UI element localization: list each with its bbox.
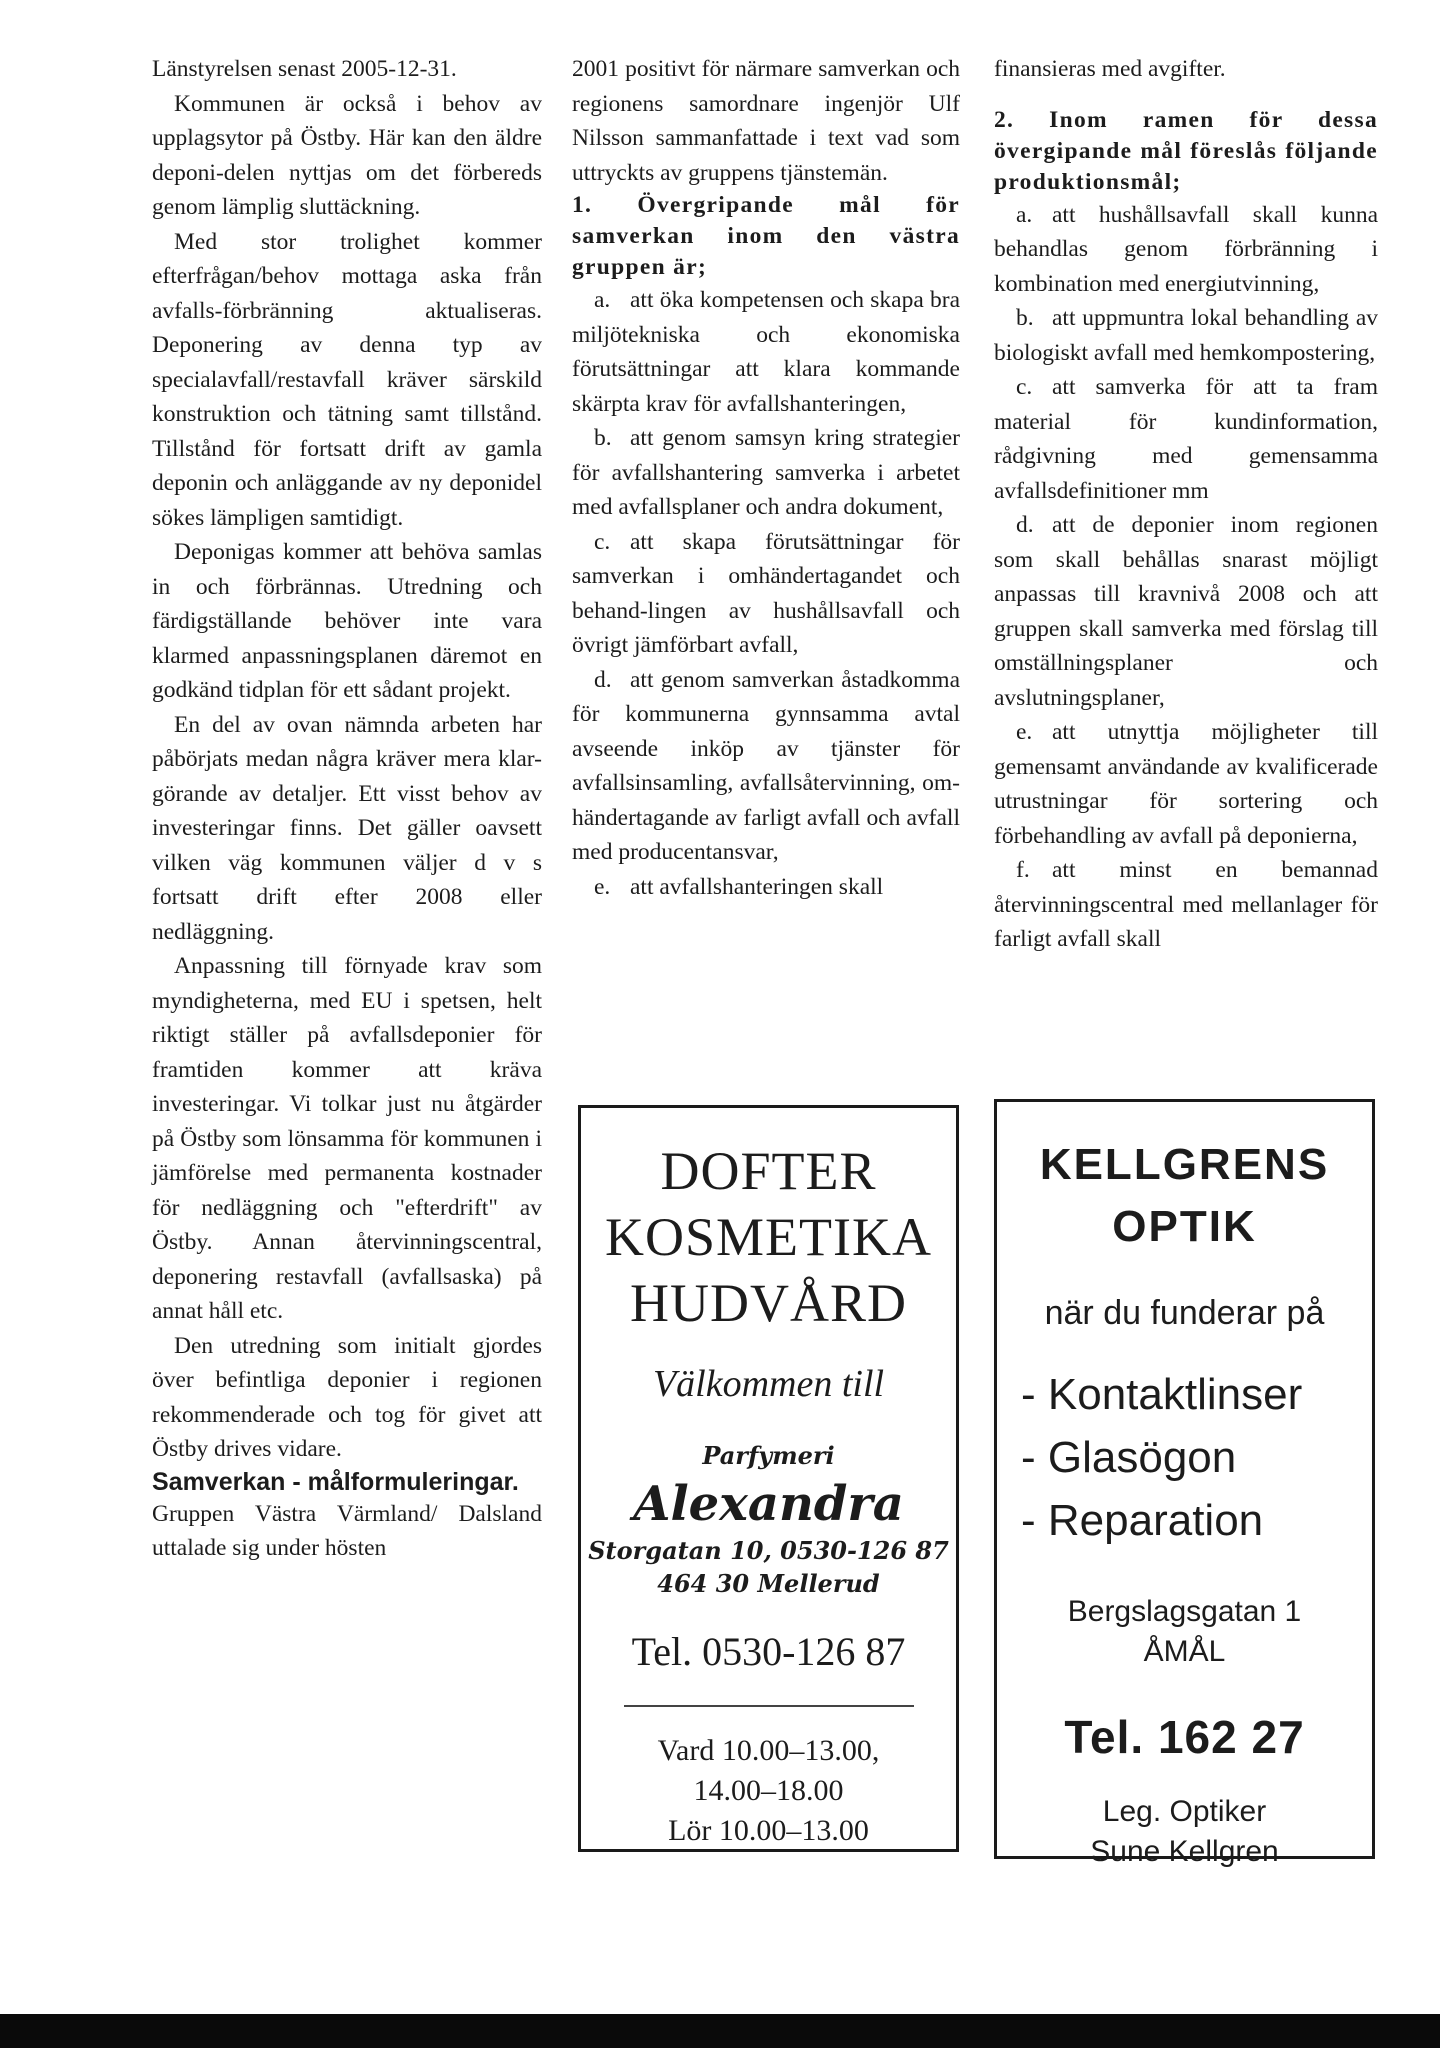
ad-headline-line: OPTIK bbox=[1112, 1202, 1257, 1251]
paragraph: Deponigas kommer att behöva samlas in och förbrännas. Utredning och färdigställande behöver inte vara klarmed anpassningsplanen däremot en godkänd tidplan för ett sådant projekt. bbox=[152, 539, 542, 703]
list-item-label: d. bbox=[1016, 512, 1034, 538]
ad-hours-line: Lör 10.00–13.00 bbox=[668, 1814, 869, 1847]
list-item-label: c. bbox=[594, 528, 611, 555]
paragraph: 2001 positivt för närmare samverkan och regionens samordnare ingenjör Ulf Nilsson sammanfattade i text vad som uttryckts av gruppens tjänstemän. bbox=[572, 56, 960, 186]
scan-edge-bar bbox=[0, 2014, 1440, 2048]
paragraph: Anpassning till förnyade krav som myndigheterna, med EU i spetsen, helt riktigt ställer på avfallsdeponier för framtiden kommer att kräva investeringar. Vi tolkar just nu åtgärder på Östby som lönsamma för kommunen i jämförelse med permanenta kostnader för nedläggning och "efterdrift" av Östby. Annan återvinningscentral, deponering restavfall (avfallsaska) på annat håll etc. bbox=[152, 953, 542, 1324]
list-item-label: a. bbox=[1016, 201, 1033, 228]
ad-headline bbox=[997, 1134, 1372, 1258]
ad-service-item: - Glasögon bbox=[1021, 1433, 1237, 1482]
paragraph: Gruppen Västra Värmland/ Dalsland uttalade sig under hösten bbox=[152, 1500, 542, 1561]
list-item bbox=[994, 301, 1378, 370]
ad-headline-line: KELLGRENS bbox=[1039, 1140, 1330, 1189]
list-item bbox=[572, 870, 960, 905]
list-item-text: att utnyttja möjligheter till gemensamt användande av kvalificerade utrustningar för sortering och förbehandling av avfall på deponierna, bbox=[994, 719, 1378, 849]
ad-opening-hours bbox=[581, 1731, 956, 1851]
article-column-1 bbox=[152, 52, 542, 1566]
list-item bbox=[572, 283, 960, 421]
ad-brand-prefix: Parfymeri bbox=[702, 1441, 835, 1470]
list-item-text: att uppmuntra lokal behandling av biologiskt avfall med hemkompostering, bbox=[994, 305, 1378, 366]
ad-address: Storgatan 10, 0530-126 87 bbox=[588, 1536, 949, 1565]
paragraph: Med stor trolighet kommer efterfrågan/behov mottaga aska från avfalls-förbränning aktualiseras. Deponering av denna typ av specialavfall/restavfall kräver särskild konstruktion och tätning samt tillstånd. Tillstånd för fortsatt drift av gamla deponin och anläggande av ny deponidel sökes lämpligen samtidigt. bbox=[152, 228, 542, 531]
list-item-label: d. bbox=[594, 666, 612, 693]
list-item bbox=[994, 198, 1378, 302]
list-item-text: att minst en bemannad återvinningscentral med mellanlager för farligt avfall skall bbox=[994, 857, 1378, 952]
advertisement-kellgrens bbox=[994, 1099, 1375, 1868]
ad-street: Bergslagsgatan 1 bbox=[1067, 1595, 1302, 1628]
list-item-text: att samverka för att ta fram material för kundinformation, rådgivning med gemensamma avfallsdefinitioner mm bbox=[994, 374, 1378, 504]
section-heading: 1. Övergripande mål för samverkan inom den västra gruppen är; bbox=[572, 192, 960, 280]
list-item-text: att genom samverkan åstadkomma för kommunerna gynnsamma avtal avseende inköp av tjänster för avfallsinsamling, avfallsåtervinning, om-händertagande av farligt avfall och avfall med producentansvar, bbox=[572, 666, 960, 865]
list-item-text: att hushållsavfall skall kunna behandlas genom förbränning i kombination med energiutvinning, bbox=[994, 201, 1378, 297]
ad-headline: DOFTER bbox=[660, 1141, 877, 1201]
ad-hours-line: 14.00–18.00 bbox=[693, 1774, 844, 1807]
paragraph: Länstyrelsen senast 2005-12-31. bbox=[152, 56, 457, 82]
list-item bbox=[572, 663, 960, 870]
ad-service-item: - Reparation bbox=[1021, 1496, 1264, 1545]
list-item-label: b. bbox=[594, 425, 612, 451]
section-heading: 2. Inom ramen för dessa övergipande mål föreslås följande produktionsmål; bbox=[994, 106, 1378, 195]
list-item-text: att skapa förutsättningar för samverkan i omhändertagandet och behand-lingen av hushållsavfall och övrigt jämförbart avfall, bbox=[572, 528, 960, 658]
list-item-text: att de deponier inom regionen som skall behållas snarast möjligt anpassas till kravnivå 2008 och att gruppen skall samverka med förslag till omställningsplaner och avslutningsplaner, bbox=[994, 512, 1378, 711]
list-item-label: a. bbox=[594, 287, 611, 313]
ad-address bbox=[997, 1592, 1372, 1672]
paragraph: Den utredning som initialt gjordes över befintliga deponier i regionen rekommenderade och tog för givet att Östby drives vidare. bbox=[152, 1332, 542, 1462]
list-item-label: f. bbox=[1016, 857, 1030, 883]
article-column-3 bbox=[994, 52, 1378, 957]
list-item bbox=[572, 421, 960, 525]
list-item-label: e. bbox=[1016, 719, 1033, 745]
ad-hours-line: Vard 10.00–13.00, bbox=[657, 1734, 880, 1767]
ad-welcome: Välkommen till bbox=[652, 1363, 885, 1405]
ad-brand-name: Alexandra bbox=[633, 1476, 904, 1532]
ad-address: 464 30 Mellerud bbox=[657, 1569, 880, 1598]
article-column-2 bbox=[572, 52, 960, 904]
list-item-text: att genom samsyn kring strategier för avfallshantering samverka i arbetet med avfallsplaner och andra dokument, bbox=[572, 425, 960, 520]
ad-phone: Tel. 0530-126 87 bbox=[631, 1629, 906, 1674]
list-item-text: att öka kompetensen och skapa bra miljötekniska och ekonomiska förutsättningar att klara kommande skärpta krav för avfallshanteringen, bbox=[572, 287, 960, 417]
ad-service-list bbox=[997, 1363, 1372, 1552]
paragraph: finansieras med avgifter. bbox=[994, 56, 1226, 82]
ad-signature bbox=[997, 1792, 1372, 1872]
ad-lead: när du funderar på bbox=[1044, 1294, 1325, 1332]
ad-phone: Tel. 162 27 bbox=[1064, 1711, 1305, 1763]
ad-optician-title: Leg. Optiker bbox=[1102, 1795, 1267, 1828]
ad-optician-name: Sune Kellgren bbox=[1090, 1835, 1279, 1868]
list-item bbox=[994, 853, 1378, 957]
ad-service-item: - Kontaktlinser bbox=[1021, 1370, 1303, 1419]
advertisement-dofter bbox=[578, 1105, 959, 1852]
ad-headline: HUDVÅRD bbox=[630, 1273, 907, 1333]
list-item bbox=[572, 525, 960, 663]
list-item-label: e. bbox=[594, 873, 611, 900]
list-item bbox=[994, 508, 1378, 715]
ad-headline: KOSMETIKA bbox=[605, 1207, 932, 1267]
ad-brand bbox=[581, 1420, 956, 1532]
list-item-text: att avfallshanteringen skall bbox=[630, 873, 884, 900]
paragraph: En del av ovan nämnda arbeten har påbörjats medan några kräver mera klar-görande av detaljer. Ett visst behov av investeringar finns. Det gäller oavsett vilken väg kommunen väljer d v s fortsatt drift efter 2008 eller nedläggning. bbox=[152, 711, 542, 945]
ad-divider bbox=[624, 1705, 914, 1707]
section-heading: Samverkan - målformuleringar. bbox=[152, 1467, 519, 1496]
list-item-label: c. bbox=[1016, 374, 1033, 400]
list-item bbox=[994, 715, 1378, 853]
paragraph: Kommunen är också i behov av upplagsytor på Östby. Här kan den äldre deponi-delen nyttjas om det förbereds genom lämplig sluttäckning. bbox=[152, 90, 542, 220]
list-item bbox=[994, 370, 1378, 508]
list-item-label: b. bbox=[1016, 305, 1034, 331]
ad-city: ÅMÅL bbox=[1143, 1635, 1226, 1668]
